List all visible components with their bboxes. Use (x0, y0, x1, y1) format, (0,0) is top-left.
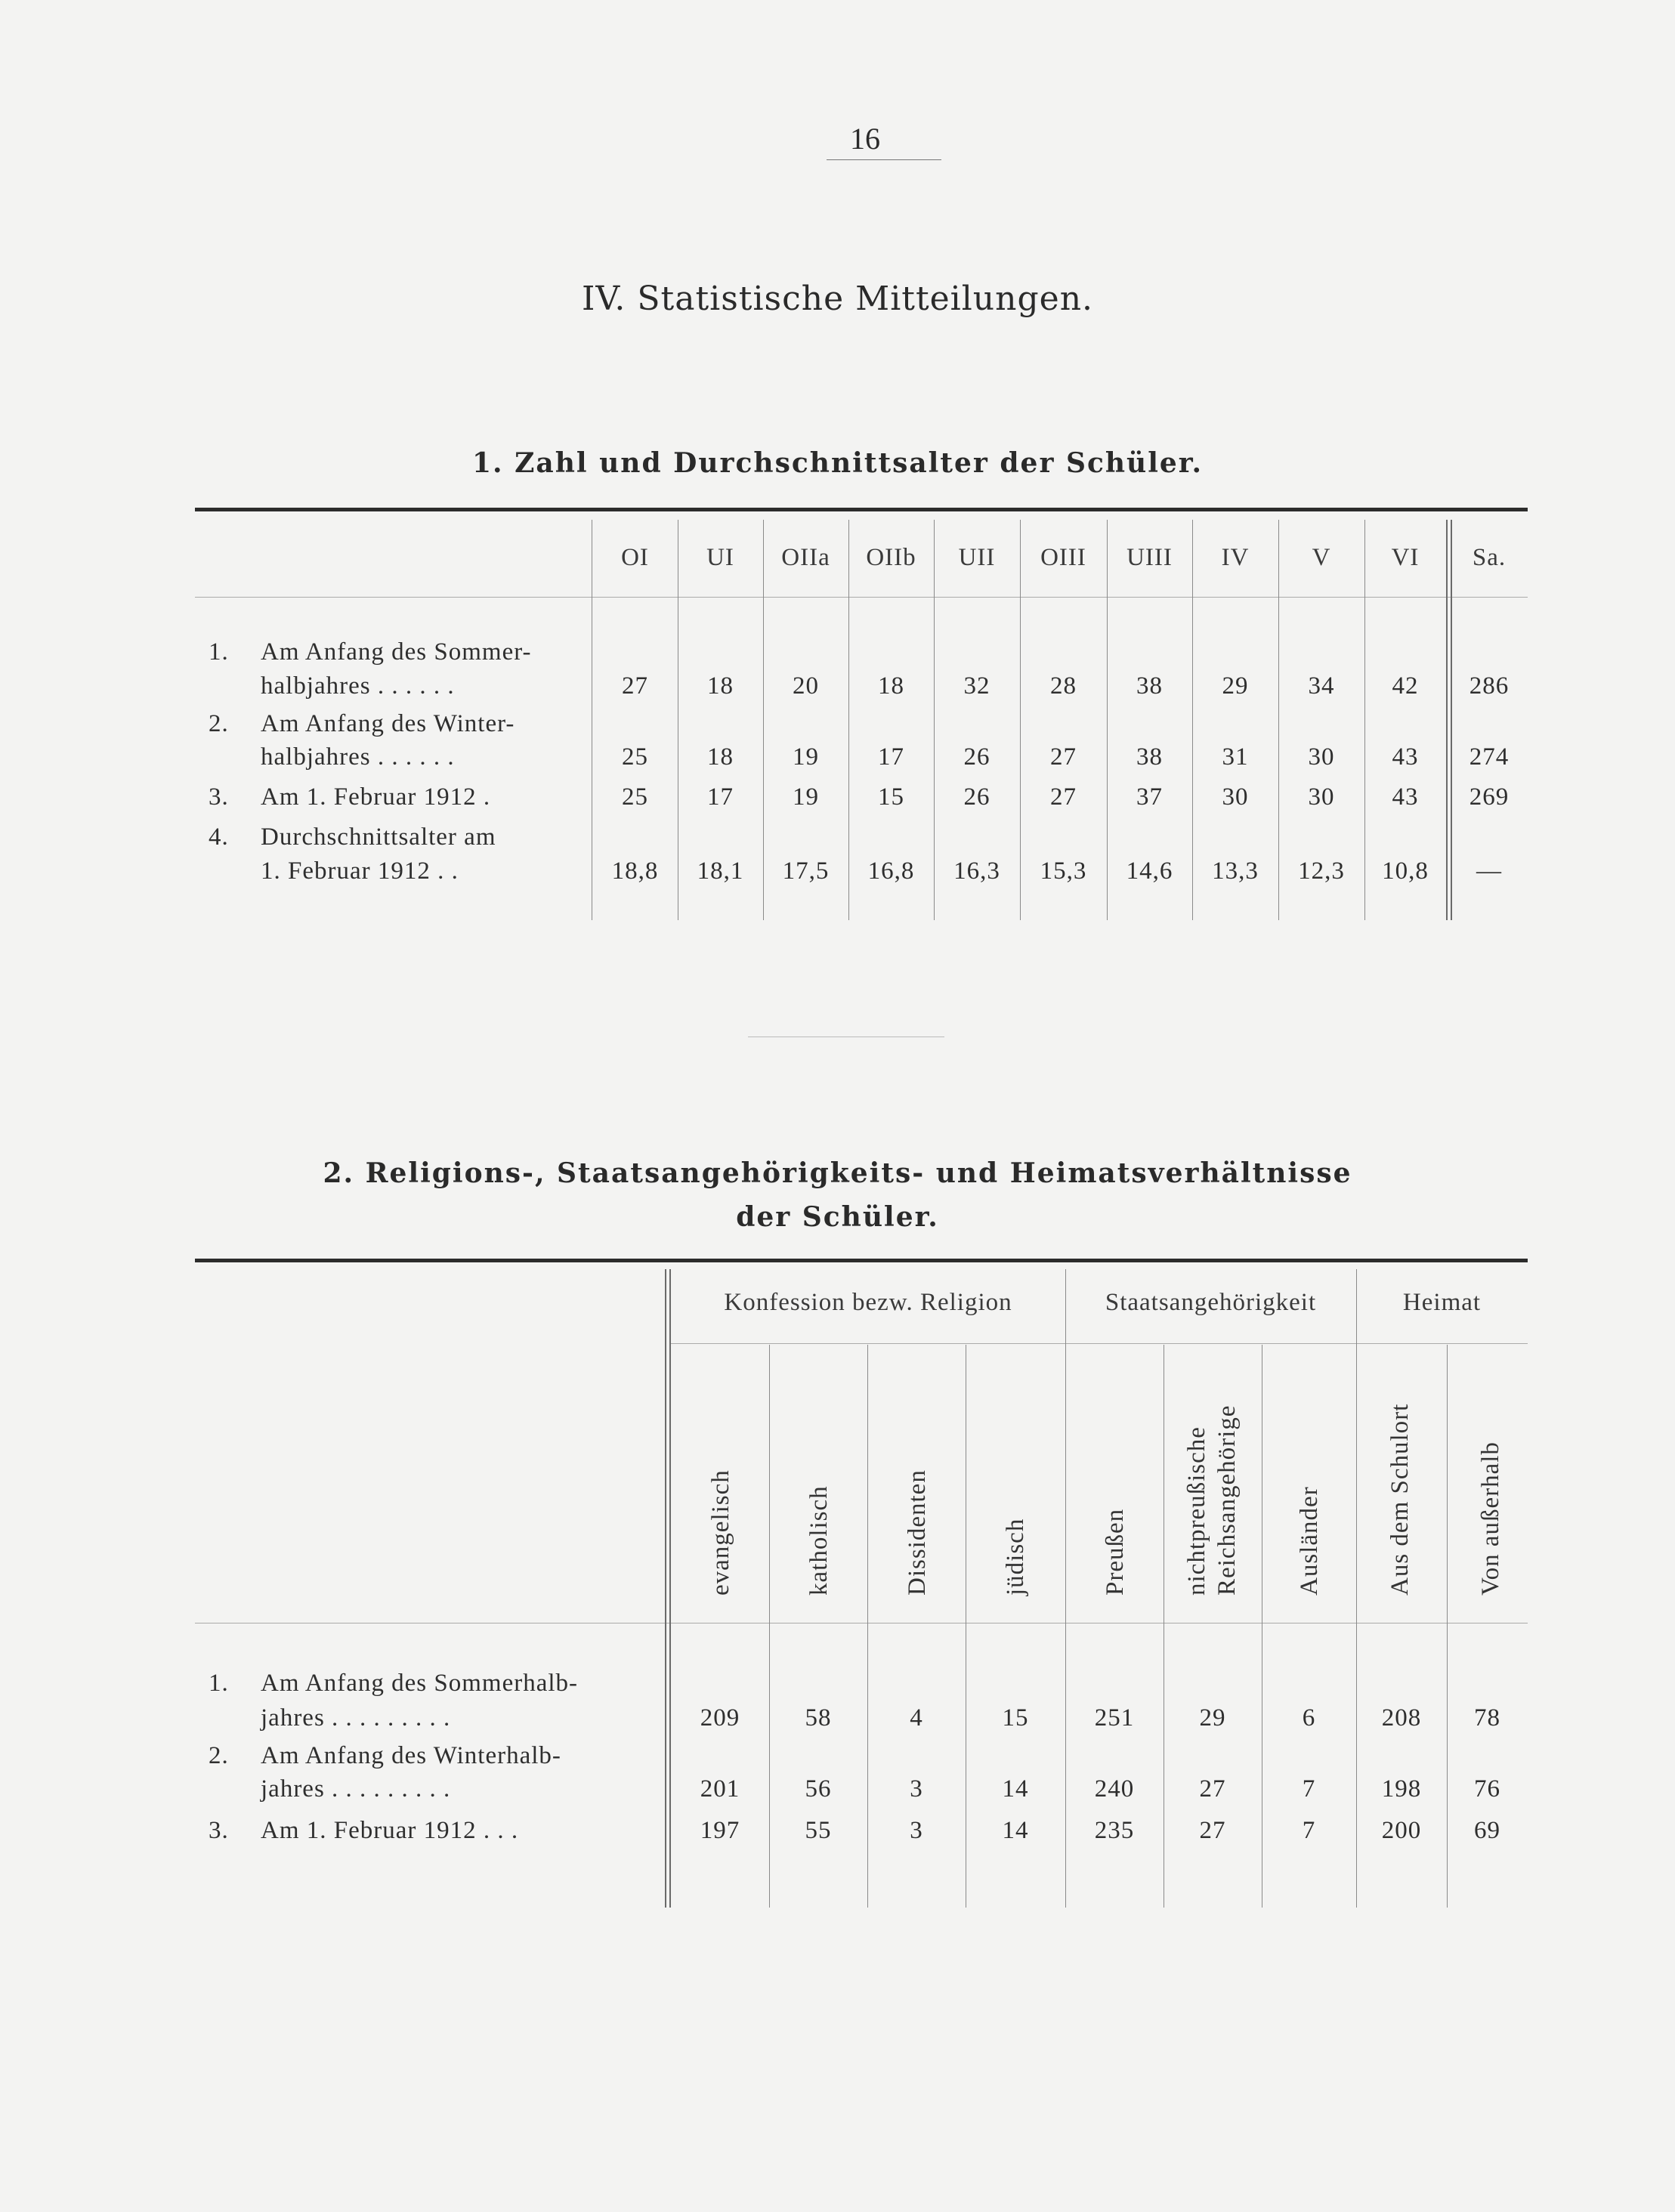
t2-cell: 27 (1199, 1775, 1226, 1803)
t1-col-header: OIIa (781, 544, 830, 571)
t1-cell: 27 (1050, 743, 1077, 771)
t1-cell: 15,3 (1040, 857, 1087, 885)
t2-row-number: 1. (209, 1670, 229, 1697)
t2-vline (1065, 1269, 1066, 1908)
t1-cell: 10,8 (1382, 857, 1429, 885)
t2-cell: 200 (1381, 1817, 1422, 1844)
t2-cell: 7 (1302, 1775, 1316, 1803)
t1-cell: 38 (1136, 743, 1163, 771)
t1-col-header: IV (1221, 544, 1250, 571)
t1-cell: 14,6 (1126, 857, 1173, 885)
t2-vline (1356, 1269, 1357, 1908)
t2-col-header: Reichsangehörige (1213, 1404, 1241, 1596)
t1-cell: 25 (622, 743, 648, 771)
t2-row-number: 3. (209, 1817, 229, 1844)
t1-cell: 27 (622, 672, 648, 700)
t1-cell: 43 (1392, 783, 1419, 811)
t1-cell: 274 (1469, 743, 1510, 771)
t1-vline-double (1446, 520, 1448, 920)
t2-cell: 78 (1474, 1704, 1500, 1732)
t1-cell: 17 (707, 783, 734, 811)
t2-col-header: Dissidenten (904, 1469, 931, 1596)
t1-cell: — (1476, 857, 1502, 885)
t1-col-header: UIII (1126, 544, 1173, 571)
t2-cell: 15 (1002, 1704, 1029, 1732)
t2-col-header: Ausländer (1296, 1486, 1323, 1596)
t2-cell: 27 (1199, 1817, 1226, 1844)
separator-rule (748, 1036, 944, 1037)
t2-cell: 240 (1094, 1775, 1135, 1803)
t1-cell: 17 (878, 743, 904, 771)
t1-cell: 30 (1308, 743, 1335, 771)
t1-cell: 30 (1308, 783, 1335, 811)
t2-row-label: Am Anfang des Sommerhalb- (261, 1670, 579, 1697)
t2-row-label: Am 1. Februar 1912 . . . (261, 1817, 519, 1844)
t2-cell: 6 (1302, 1704, 1316, 1732)
t2-cell: 235 (1094, 1817, 1135, 1844)
page-number: 16 (850, 122, 880, 156)
t1-row-label: 1. Februar 1912 . . (261, 857, 459, 885)
t1-col-header: Sa. (1472, 544, 1507, 571)
t1-cell: 15 (878, 783, 904, 811)
t1-col-header: UI (706, 544, 734, 571)
t1-cell: 18 (878, 672, 904, 700)
table2-group-rule (669, 1343, 1528, 1344)
t2-cell: 7 (1302, 1817, 1316, 1844)
t2-col-header: nichtpreußische (1183, 1426, 1210, 1596)
t1-cell: 34 (1308, 672, 1335, 700)
t1-row-number: 4. (209, 823, 229, 851)
t1-col-header: V (1312, 544, 1331, 571)
t2-col-header: jüdisch (1002, 1518, 1029, 1596)
t1-row-number: 2. (209, 710, 229, 737)
t1-cell: 29 (1222, 672, 1249, 700)
t2-cell: 76 (1474, 1775, 1500, 1803)
t1-cell: 26 (963, 783, 990, 811)
t1-cell: 25 (622, 783, 648, 811)
t1-cell: 17,5 (782, 857, 830, 885)
t2-row-number: 2. (209, 1742, 229, 1769)
t1-col-header: UII (958, 544, 996, 571)
t1-row-label: halbjahres . . . . . . (261, 743, 455, 771)
t1-cell: 31 (1222, 743, 1249, 771)
t2-row-label: Am Anfang des Winterhalb- (261, 1742, 561, 1769)
t2-cell: 29 (1199, 1704, 1226, 1732)
t2-cell: 56 (805, 1775, 832, 1803)
t1-cell: 19 (793, 743, 819, 771)
page-number-rule (827, 159, 941, 160)
t2-cell: 4 (910, 1704, 923, 1732)
table2-top-rule (195, 1259, 1528, 1262)
t2-cell: 198 (1381, 1775, 1422, 1803)
t2-col-header: Von außerhalb (1477, 1441, 1504, 1596)
t1-cell: 18,1 (697, 857, 744, 885)
t2-cell: 3 (910, 1775, 923, 1803)
t1-cell: 38 (1136, 672, 1163, 700)
t1-cell: 27 (1050, 783, 1077, 811)
t1-col-header: OIIb (866, 544, 916, 571)
t1-cell: 12,3 (1298, 857, 1345, 885)
t1-row-label: Durchschnittsalter am (261, 823, 496, 851)
t2-row-label: jahres . . . . . . . . . (261, 1775, 451, 1803)
table1-header-rule (195, 597, 1528, 598)
t1-cell: 18 (707, 743, 734, 771)
t1-col-header: OIII (1040, 544, 1086, 571)
t1-cell: 32 (963, 672, 990, 700)
t2-group-header: Heimat (1402, 1289, 1482, 1316)
t1-cell: 28 (1050, 672, 1077, 700)
t1-cell: 30 (1222, 783, 1249, 811)
table1-top-rule (195, 508, 1528, 511)
t2-vline-double (669, 1269, 671, 1908)
t1-cell: 37 (1136, 783, 1163, 811)
t1-row-label: halbjahres . . . . . . (261, 672, 455, 700)
t1-col-header: OI (621, 544, 649, 571)
t2-col-header: Preußen (1102, 1508, 1129, 1596)
t2-cell: 209 (700, 1704, 740, 1732)
t1-cell: 18 (707, 672, 734, 700)
t2-cell: 58 (805, 1704, 832, 1732)
t1-cell: 26 (963, 743, 990, 771)
table1-title: 1. Zahl und Durchschnittsalter der Schüler. (472, 447, 1203, 479)
t2-cell: 69 (1474, 1817, 1500, 1844)
t1-cell: 20 (793, 672, 819, 700)
t1-row-number: 1. (209, 638, 229, 666)
t1-cell: 18,8 (611, 857, 659, 885)
t1-row-label: Am Anfang des Sommer- (261, 638, 532, 666)
section-heading: IV. Statistische Mitteilungen. (581, 280, 1094, 318)
t1-row-number: 3. (209, 783, 229, 811)
t2-cell: 197 (700, 1817, 740, 1844)
t2-cell: 251 (1094, 1704, 1135, 1732)
t1-col-header: VI (1391, 544, 1420, 571)
t2-cell: 14 (1002, 1775, 1029, 1803)
t1-cell: 42 (1392, 672, 1419, 700)
t1-cell: 19 (793, 783, 819, 811)
t2-cell: 3 (910, 1817, 923, 1844)
t1-cell: 13,3 (1212, 857, 1259, 885)
t1-row-label: Am Anfang des Winter- (261, 710, 515, 737)
t2-cell: 201 (700, 1775, 740, 1803)
t2-row-label: jahres . . . . . . . . . (261, 1704, 451, 1732)
t1-cell: 16,3 (953, 857, 1000, 885)
t1-cell: 286 (1469, 672, 1510, 700)
t2-cell: 55 (805, 1817, 832, 1844)
t2-group-header: Staatsangehörigkeit (1105, 1289, 1317, 1316)
t2-cell: 14 (1002, 1817, 1029, 1844)
table2-title-line1: 2. Religions-, Staatsangehörigkeits- und Heimatsverhältnisse (323, 1157, 1352, 1189)
t1-cell: 43 (1392, 743, 1419, 771)
t2-col-header: evangelisch (707, 1469, 734, 1596)
t1-row-label: Am 1. Februar 1912 . (261, 783, 491, 811)
t2-col-header: katholisch (805, 1485, 833, 1596)
t1-cell: 16,8 (867, 857, 915, 885)
t2-cell: 208 (1381, 1704, 1422, 1732)
t1-cell: 269 (1469, 783, 1510, 811)
t2-col-header: Aus dem Schulort (1386, 1403, 1414, 1596)
table2-title-line2: der Schüler. (736, 1201, 939, 1233)
t2-vline-double (665, 1269, 666, 1908)
t2-group-header: Konfession bezw. Religion (724, 1289, 1012, 1316)
